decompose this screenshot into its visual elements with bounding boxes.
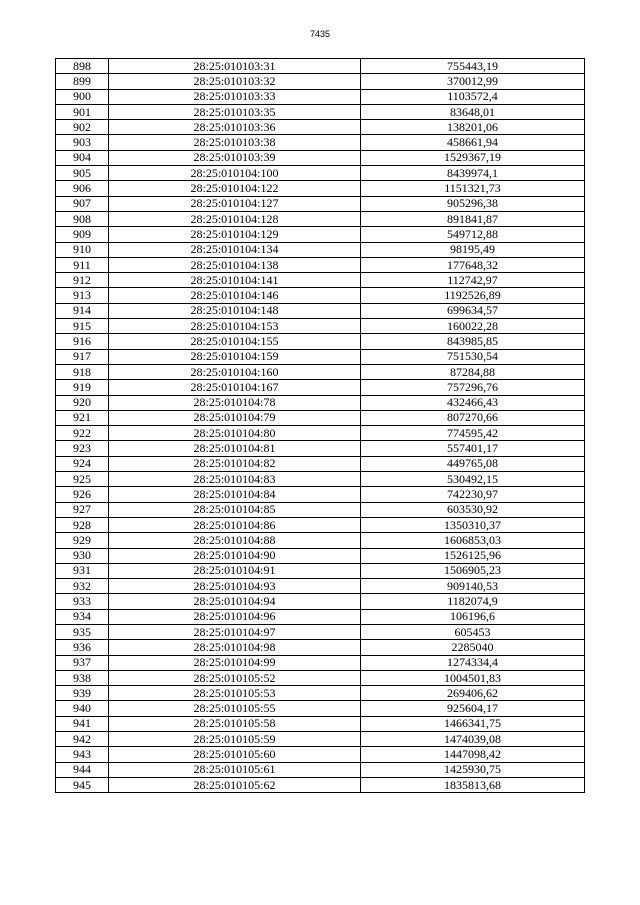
table-row xyxy=(56,640,585,655)
value-cell: 83648,01 xyxy=(361,104,585,119)
cadastral-number-cell: 28:25:010104:160 xyxy=(109,364,361,379)
table-row xyxy=(56,227,585,242)
cadastral-number-cell: 28:25:010104:99 xyxy=(109,655,361,670)
row-number-cell: 912 xyxy=(56,273,109,288)
cadastral-number-cell: 28:25:010105:62 xyxy=(109,777,361,792)
cadastral-number-cell: 28:25:010104:134 xyxy=(109,242,361,257)
table-row xyxy=(56,456,585,471)
row-number-cell: 926 xyxy=(56,487,109,502)
row-number-cell: 902 xyxy=(56,120,109,135)
cadastral-number-cell: 28:25:010103:38 xyxy=(109,135,361,150)
value-cell: 1526125,96 xyxy=(361,548,585,563)
table-row xyxy=(56,701,585,716)
table-row xyxy=(56,364,585,379)
table-row xyxy=(56,502,585,517)
table-row xyxy=(56,624,585,639)
value-cell: 2285040 xyxy=(361,640,585,655)
cadastral-number-cell: 28:25:010103:39 xyxy=(109,150,361,165)
value-cell: 1103572,4 xyxy=(361,89,585,104)
row-number-cell: 914 xyxy=(56,303,109,318)
table-row xyxy=(56,533,585,548)
value-cell: 699634,57 xyxy=(361,303,585,318)
table-row xyxy=(56,563,585,578)
cadastral-number-cell: 28:25:010103:35 xyxy=(109,104,361,119)
cadastral-number-cell: 28:25:010105:59 xyxy=(109,732,361,747)
table-row xyxy=(56,762,585,777)
cadastral-number-cell: 28:25:010104:167 xyxy=(109,380,361,395)
value-cell: 160022,28 xyxy=(361,319,585,334)
row-number-cell: 910 xyxy=(56,242,109,257)
cadastral-number-cell: 28:25:010105:55 xyxy=(109,701,361,716)
table-row xyxy=(56,104,585,119)
cadastral-table-container xyxy=(55,58,584,793)
value-cell: 557401,17 xyxy=(361,441,585,456)
page-number: 7435 xyxy=(309,29,331,39)
cadastral-number-cell: 28:25:010104:100 xyxy=(109,166,361,181)
cadastral-number-cell: 28:25:010104:97 xyxy=(109,624,361,639)
value-cell: 449765,08 xyxy=(361,456,585,471)
value-cell: 269406,62 xyxy=(361,686,585,701)
table-row xyxy=(56,548,585,563)
table-row xyxy=(56,89,585,104)
cadastral-number-cell: 28:25:010104:88 xyxy=(109,533,361,548)
row-number-cell: 922 xyxy=(56,426,109,441)
row-number-cell: 908 xyxy=(56,211,109,226)
value-cell: 370012,99 xyxy=(361,74,585,89)
cadastral-number-cell: 28:25:010104:138 xyxy=(109,257,361,272)
value-cell: 603530,92 xyxy=(361,502,585,517)
value-cell: 1606853,03 xyxy=(361,533,585,548)
row-number-cell: 901 xyxy=(56,104,109,119)
cadastral-number-cell: 28:25:010104:146 xyxy=(109,288,361,303)
value-cell: 87284,88 xyxy=(361,364,585,379)
cadastral-number-cell: 28:25:010104:122 xyxy=(109,181,361,196)
value-cell: 891841,87 xyxy=(361,211,585,226)
table-row xyxy=(56,166,585,181)
row-number-cell: 931 xyxy=(56,563,109,578)
table-row xyxy=(56,441,585,456)
row-number-cell: 934 xyxy=(56,609,109,624)
row-number-cell: 915 xyxy=(56,319,109,334)
table-row xyxy=(56,74,585,89)
cadastral-number-cell: 28:25:010104:85 xyxy=(109,502,361,517)
table-row xyxy=(56,670,585,685)
row-number-cell: 921 xyxy=(56,410,109,425)
value-cell: 1192526,89 xyxy=(361,288,585,303)
table-row xyxy=(56,150,585,165)
value-cell: 1835813,68 xyxy=(361,777,585,792)
cadastral-number-cell: 28:25:010104:129 xyxy=(109,227,361,242)
table-row xyxy=(56,334,585,349)
value-cell: 605453 xyxy=(361,624,585,639)
value-cell: 742230,97 xyxy=(361,487,585,502)
row-number-cell: 900 xyxy=(56,89,109,104)
value-cell: 905296,38 xyxy=(361,196,585,211)
value-cell: 1474039,08 xyxy=(361,732,585,747)
table-row xyxy=(56,716,585,731)
cadastral-number-cell: 28:25:010104:159 xyxy=(109,349,361,364)
value-cell: 1151321,73 xyxy=(361,181,585,196)
value-cell: 106196,6 xyxy=(361,609,585,624)
table-row xyxy=(56,303,585,318)
table-row xyxy=(56,59,585,74)
cadastral-number-cell: 28:25:010104:153 xyxy=(109,319,361,334)
row-number-cell: 906 xyxy=(56,181,109,196)
cadastral-number-cell: 28:25:010104:82 xyxy=(109,456,361,471)
value-cell: 909140,53 xyxy=(361,579,585,594)
cadastral-number-cell: 28:25:010104:91 xyxy=(109,563,361,578)
row-number-cell: 909 xyxy=(56,227,109,242)
cadastral-number-cell: 28:25:010104:79 xyxy=(109,410,361,425)
value-cell: 925604,17 xyxy=(361,701,585,716)
table-row xyxy=(56,732,585,747)
row-number-cell: 903 xyxy=(56,135,109,150)
table-row xyxy=(56,579,585,594)
row-number-cell: 929 xyxy=(56,533,109,548)
cadastral-number-cell: 28:25:010104:83 xyxy=(109,472,361,487)
cadastral-value-table xyxy=(55,58,585,793)
value-cell: 1466341,75 xyxy=(361,716,585,731)
value-cell: 138201,06 xyxy=(361,120,585,135)
cadastral-number-cell: 28:25:010104:78 xyxy=(109,395,361,410)
row-number-cell: 933 xyxy=(56,594,109,609)
table-body xyxy=(56,59,585,793)
cadastral-number-cell: 28:25:010104:90 xyxy=(109,548,361,563)
cadastral-number-cell: 28:25:010104:81 xyxy=(109,441,361,456)
cadastral-number-cell: 28:25:010103:36 xyxy=(109,120,361,135)
table-row xyxy=(56,517,585,532)
row-number-cell: 938 xyxy=(56,670,109,685)
row-number-cell: 937 xyxy=(56,655,109,670)
row-number-cell: 916 xyxy=(56,334,109,349)
row-number-cell: 917 xyxy=(56,349,109,364)
value-cell: 751530,54 xyxy=(361,349,585,364)
cadastral-number-cell: 28:25:010103:32 xyxy=(109,74,361,89)
value-cell: 774595,42 xyxy=(361,426,585,441)
cadastral-number-cell: 28:25:010104:80 xyxy=(109,426,361,441)
value-cell: 177648,32 xyxy=(361,257,585,272)
value-cell: 1004501,83 xyxy=(361,670,585,685)
value-cell: 98195,49 xyxy=(361,242,585,257)
table-row xyxy=(56,196,585,211)
row-number-cell: 913 xyxy=(56,288,109,303)
value-cell: 807270,66 xyxy=(361,410,585,425)
row-number-cell: 927 xyxy=(56,502,109,517)
table-row xyxy=(56,211,585,226)
cadastral-number-cell: 28:25:010105:61 xyxy=(109,762,361,777)
cadastral-number-cell: 28:25:010103:33 xyxy=(109,89,361,104)
cadastral-number-cell: 28:25:010105:58 xyxy=(109,716,361,731)
cadastral-number-cell: 28:25:010105:60 xyxy=(109,747,361,762)
row-number-cell: 919 xyxy=(56,380,109,395)
table-row xyxy=(56,426,585,441)
row-number-cell: 904 xyxy=(56,150,109,165)
row-number-cell: 899 xyxy=(56,74,109,89)
cadastral-number-cell: 28:25:010104:86 xyxy=(109,517,361,532)
table-row xyxy=(56,257,585,272)
table-row xyxy=(56,242,585,257)
table-row xyxy=(56,472,585,487)
value-cell: 1447098,42 xyxy=(361,747,585,762)
cadastral-number-cell: 28:25:010104:141 xyxy=(109,273,361,288)
value-cell: 458661,94 xyxy=(361,135,585,150)
value-cell: 1506905,23 xyxy=(361,563,585,578)
row-number-cell: 941 xyxy=(56,716,109,731)
cadastral-number-cell: 28:25:010105:52 xyxy=(109,670,361,685)
row-number-cell: 943 xyxy=(56,747,109,762)
cadastral-number-cell: 28:25:010103:31 xyxy=(109,59,361,74)
cadastral-number-cell: 28:25:010104:155 xyxy=(109,334,361,349)
table-row xyxy=(56,686,585,701)
value-cell: 1274334,4 xyxy=(361,655,585,670)
row-number-cell: 936 xyxy=(56,640,109,655)
value-cell: 1350310,37 xyxy=(361,517,585,532)
value-cell: 1182074,9 xyxy=(361,594,585,609)
row-number-cell: 935 xyxy=(56,624,109,639)
row-number-cell: 945 xyxy=(56,777,109,792)
row-number-cell: 942 xyxy=(56,732,109,747)
table-row xyxy=(56,747,585,762)
table-row xyxy=(56,380,585,395)
table-row xyxy=(56,181,585,196)
row-number-cell: 905 xyxy=(56,166,109,181)
cadastral-number-cell: 28:25:010104:96 xyxy=(109,609,361,624)
table-row xyxy=(56,273,585,288)
row-number-cell: 928 xyxy=(56,517,109,532)
row-number-cell: 918 xyxy=(56,364,109,379)
value-cell: 1425930,75 xyxy=(361,762,585,777)
value-cell: 112742,97 xyxy=(361,273,585,288)
row-number-cell: 920 xyxy=(56,395,109,410)
value-cell: 8439974,1 xyxy=(361,166,585,181)
table-row xyxy=(56,395,585,410)
cadastral-number-cell: 28:25:010104:98 xyxy=(109,640,361,655)
table-row xyxy=(56,487,585,502)
cadastral-number-cell: 28:25:010104:148 xyxy=(109,303,361,318)
cadastral-number-cell: 28:25:010104:127 xyxy=(109,196,361,211)
row-number-cell: 898 xyxy=(56,59,109,74)
table-row xyxy=(56,135,585,150)
row-number-cell: 924 xyxy=(56,456,109,471)
table-row xyxy=(56,319,585,334)
row-number-cell: 939 xyxy=(56,686,109,701)
value-cell: 530492,15 xyxy=(361,472,585,487)
row-number-cell: 930 xyxy=(56,548,109,563)
row-number-cell: 944 xyxy=(56,762,109,777)
value-cell: 549712,88 xyxy=(361,227,585,242)
row-number-cell: 907 xyxy=(56,196,109,211)
table-row xyxy=(56,777,585,792)
cadastral-number-cell: 28:25:010104:128 xyxy=(109,211,361,226)
value-cell: 757296,76 xyxy=(361,380,585,395)
row-number-cell: 923 xyxy=(56,441,109,456)
row-number-cell: 940 xyxy=(56,701,109,716)
value-cell: 432466,43 xyxy=(361,395,585,410)
table-row xyxy=(56,594,585,609)
table-row xyxy=(56,349,585,364)
table-row xyxy=(56,655,585,670)
table-row xyxy=(56,120,585,135)
table-row xyxy=(56,410,585,425)
value-cell: 843985,85 xyxy=(361,334,585,349)
value-cell: 755443,19 xyxy=(361,59,585,74)
value-cell: 1529367,19 xyxy=(361,150,585,165)
cadastral-number-cell: 28:25:010104:94 xyxy=(109,594,361,609)
table-row xyxy=(56,288,585,303)
row-number-cell: 925 xyxy=(56,472,109,487)
cadastral-number-cell: 28:25:010104:93 xyxy=(109,579,361,594)
row-number-cell: 911 xyxy=(56,257,109,272)
row-number-cell: 932 xyxy=(56,579,109,594)
cadastral-number-cell: 28:25:010104:84 xyxy=(109,487,361,502)
cadastral-number-cell: 28:25:010105:53 xyxy=(109,686,361,701)
table-row xyxy=(56,609,585,624)
